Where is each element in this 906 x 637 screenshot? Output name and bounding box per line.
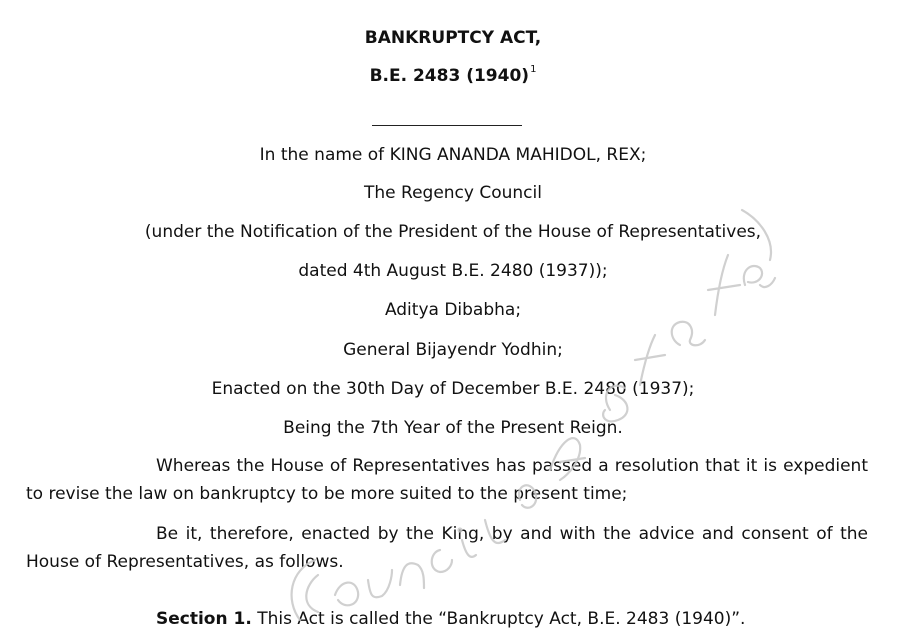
preamble-line: dated 4th August B.E. 2480 (1937)); — [298, 261, 608, 281]
whereas-clause-line-1: Whereas the House of Representatives has passed a resolution that it is expedient — [156, 456, 868, 476]
preamble-line: Enacted on the 30th Day of December B.E. 2480 (1937); — [211, 379, 695, 399]
preamble-line: In the name of KING ANANDA MAHIDOL, REX; — [259, 145, 647, 165]
title-divider — [372, 125, 522, 126]
act-title-text: BANKRUPTCY ACT, — [364, 28, 542, 48]
act-year-text: B.E. 2483 (1940) — [369, 66, 530, 86]
section-1 — [156, 609, 745, 629]
preamble-line: The Regency Council — [364, 183, 542, 203]
preamble-line: Aditya Dibabha; — [384, 300, 522, 320]
footnote-marker[interactable]: 1 — [530, 64, 537, 76]
enacting-clause-line-1: Be it, therefore, enacted by the King, by and with the advice and consent of the — [156, 524, 868, 544]
act-title-line-1 — [0, 28, 906, 48]
preamble-line: Being the 7th Year of the Present Reign. — [283, 418, 623, 438]
enacting-clause-line-2: House of Representatives, as follows. — [26, 552, 344, 572]
preamble-line: General Bijayendr Yodhin; — [343, 340, 563, 360]
act-title-line-2 — [0, 66, 906, 86]
section-text: This Act is called the “Bankruptcy Act, B.E. 2483 (1940)”. — [251, 609, 746, 629]
whereas-clause-line-2: to revise the law on bankruptcy to be more suited to the present time; — [26, 484, 628, 504]
preamble-line: (under the Notification of the President of the House of Representatives, — [144, 222, 762, 242]
section-heading: Section 1. — [156, 609, 252, 629]
